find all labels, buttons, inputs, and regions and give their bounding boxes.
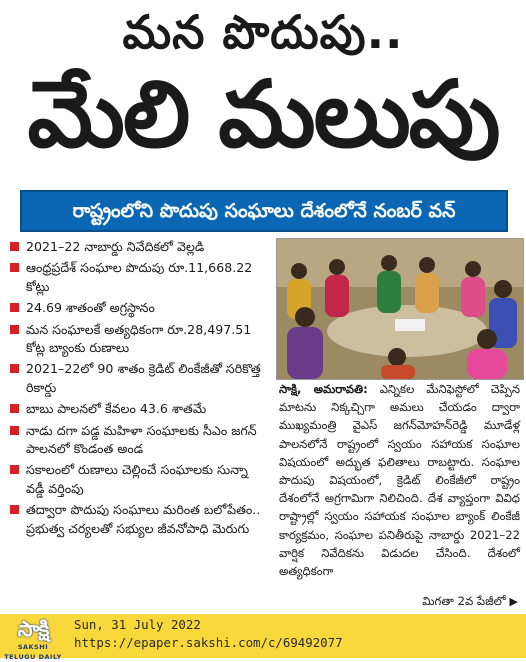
list-item: 24.69 శాతంతో అగ్రస్థానం [6,299,268,317]
continued-link[interactable] [378,592,518,611]
list-item: తద్వారా పొదుపు సంఘాలు మరింత బలోపేతం.. ప్రభుత్వ చర్యలతో సభ్యుల జీవనోపాధి మెరుగు [6,501,268,538]
bullet-icon [10,426,19,435]
kicker-title: మన పొదుపు.. [122,5,404,59]
logo-wordmark: సాక్షి [17,617,49,641]
bullet-icon [10,505,19,514]
headline: మేలి మలుపు [27,60,499,168]
list-item: 2021–22లో 90 శాతం క్రెడిట్ లింకేజీతో సరికొత్త రికార్డు [6,360,268,397]
bullet-icon [10,303,19,312]
right-triangle-icon: ▶ [509,595,518,608]
logo-tagline: SAKSHI TELUGU DAILY [4,643,62,661]
continued-label: మిగతా 2వ పేజీలో [422,594,506,608]
women-group-photo [277,239,523,379]
list-item: 2021–22 నాబార్డు నివేదికలో వెల్లడి [6,238,268,256]
highlights-list [6,238,268,541]
bullet-icon [10,364,19,373]
bullet-icon [10,242,19,251]
list-item: మన సంఘాలకే అత్యధికంగా రూ.28,497.51 కోట్ల బ్యాంకు రుణాలు [6,321,268,358]
list-item: నాడు దగా పడ్డ మహిళా సంఘాలకు సీఎం జగన్ పాలనలో కొండంత అండ [6,422,268,459]
bullet-icon [10,465,19,474]
list-item: బాబు పాలనలో కేవలం 43.6 శాతమే [6,400,268,418]
dateline: సాక్షి, అమరావతి: [279,382,368,396]
subheadline-banner: రాష్ట్రంలోని పొదుపు సంఘాలు దేశంలోనే నంబర్ వన్ [20,190,508,232]
story-text: ఎన్నికల మేనిఫెస్టోలో చెప్పిన మాటను నిక్కచ్చిగా అమలు చేయడం ద్వారా ముఖ్యమంత్రి వైఎస్ జగన్‌మోహన్‌రెడ్డి మూడేళ్ల పాలనలోనే రాష్ట్రంలో స్వయం సహాయక సంఘాల విషయంలో అద్భుత ఫలితాలు రాబట్టారు. సంఘాల పొదుపు విషయంలో, క్రెడిట్ లింకేజీలో రాష్ట్రం దేశంలోనే అగ్రగామిగా నిలిచింది. దేశ వ్యాప్తంగా వివిధ రాష్ట్రాల్లో స్వయం సహాయక సంఘాల బ్యాంక్ లింకేజీ కార్యక్రమం, సంఘాల పనితీరుపై నాబార్డు 2021–22 వార్షిక నివేదికను విడుదల చేసింది. దేశంలో అత్యధికంగా [279,382,520,579]
sakshi-logo[interactable] [4,616,62,661]
bullet-icon [10,404,19,413]
bullet-icon [10,263,19,272]
footer-bar [0,614,526,661]
news-photo [276,238,524,380]
edition-meta [74,616,343,652]
edition-url[interactable]: https://epaper.sakshi.com/c/69492077 [74,635,343,650]
list-item: ఆంధ్రప్రదేశ్ సంఘాల పొదుపు రూ.11,668.22 కోట్లు [6,259,268,296]
bullet-icon [10,325,19,334]
story-body [279,380,520,580]
list-item: సకాలంలో రుణాలు చెల్లించే సంఘాలకు సున్నా వడ్డీ వర్తింపు [6,461,268,498]
edition-date: Sun, 31 July 2022 [74,617,201,632]
